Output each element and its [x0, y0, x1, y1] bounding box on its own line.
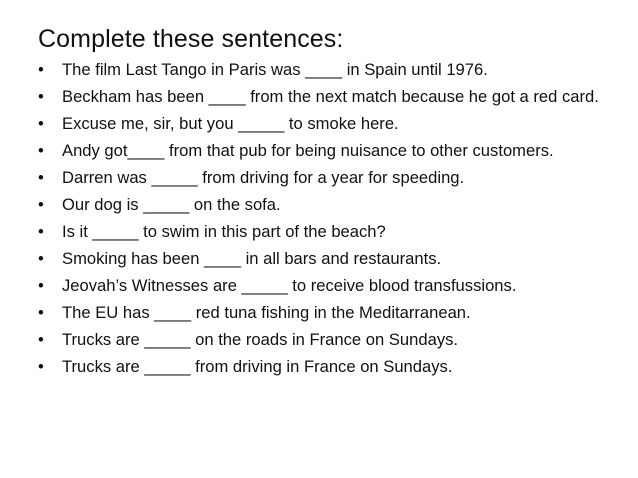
sentence-text: Our dog is _____ on the sofa.	[62, 195, 281, 214]
bullet-icon: •	[38, 303, 44, 322]
sentence-text: The EU has ____ red tuna fishing in the Meditarranean.	[62, 303, 471, 322]
sentence-text: The film Last Tango in Paris was ____ in Spain until 1976.	[62, 60, 488, 79]
list-item	[38, 355, 608, 378]
bullet-icon: •	[38, 195, 44, 214]
list-item	[38, 220, 608, 243]
list-item	[38, 85, 608, 108]
bullet-icon: •	[38, 222, 44, 241]
list-item	[38, 328, 608, 351]
bullet-icon: •	[38, 114, 44, 133]
bullet-icon: •	[38, 87, 44, 106]
bullet-icon: •	[38, 357, 44, 376]
list-item	[38, 274, 608, 297]
list-item	[38, 139, 608, 162]
sentence-text: Smoking has been ____ in all bars and restaurants.	[62, 249, 442, 268]
list-item	[38, 247, 608, 270]
bullet-icon: •	[38, 168, 44, 187]
bullet-icon: •	[38, 249, 44, 268]
sentence-text: Trucks are _____ from driving in France on Sundays.	[62, 357, 453, 376]
sentence-text: Trucks are _____ on the roads in France on Sundays.	[62, 330, 459, 349]
bullet-icon: •	[38, 276, 44, 295]
list-item	[38, 112, 608, 135]
list-item	[38, 301, 608, 324]
bullet-icon: •	[38, 141, 44, 160]
list-item	[38, 58, 608, 81]
list-item	[38, 166, 608, 189]
page-title: Complete these sentences:	[38, 25, 344, 53]
sentence-text: Andy got____ from that pub for being nuisance to other customers.	[62, 141, 554, 160]
sentence-text: Beckham has been ____ from the next match because he got a red card.	[62, 87, 599, 106]
sentence-text: Is it _____ to swim in this part of the beach?	[62, 222, 386, 241]
sentence-text: Jeovah’s Witnesses are _____ to receive blood transfussions.	[62, 276, 517, 295]
bullet-icon: •	[38, 60, 44, 79]
sentence-text: Excuse me, sir, but you _____ to smoke here.	[62, 114, 399, 133]
sentence-text: Darren was _____ from driving for a year for speeding.	[62, 168, 465, 187]
bullet-icon: •	[38, 330, 44, 349]
list-item	[38, 193, 608, 216]
sentence-list	[38, 58, 608, 382]
